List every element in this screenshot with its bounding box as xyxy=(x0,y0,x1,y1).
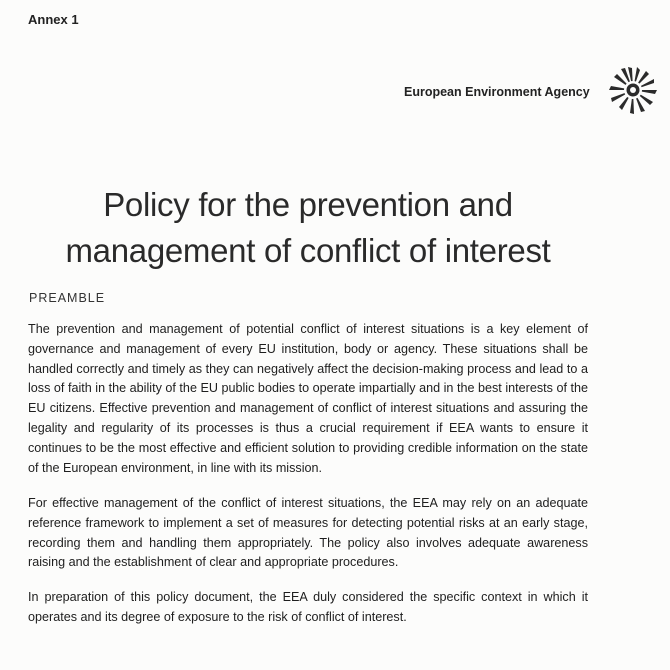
paragraph-1: The prevention and management of potential conflict of interest situations is a key element of governance and management of every EU institution, body or agency. These situations shall be handled correctly and timely as they can negatively affect the decision-making process and lead to a loss of faith in the ability of the EU public bodies to operate impartially and in the best interests of the EU citizens. Effective prevention and management of conflict of interest situations and assuring the legality and regularity of its processes is thus a crucial requirement if EEA wants to ensure it continues to be the most effective and efficient solution to providing credible information on the state of the European environment, in line with its mission. xyxy=(28,322,588,475)
agency-name: European Environment Agency xyxy=(404,85,590,99)
annex-label: Annex 1 xyxy=(28,12,79,27)
eea-sunburst-logo-icon xyxy=(606,63,660,117)
title-line-2: management of conflict of interest xyxy=(65,232,551,270)
title-line-1: Policy for the prevention and xyxy=(103,186,513,224)
document-title xyxy=(0,182,616,274)
paragraph-3: In preparation of this policy document, the EEA duly considered the specific context in which it operates and its degree of exposure to the risk of conflict of interest. xyxy=(28,590,588,624)
paragraph-2: For effective management of the conflict of interest situations, the EEA may rely on an adequate reference framework to implement a set of measures for detecting potential risks at an early stage, recording them and handling them appropriately. The policy also involves adequate awareness raising and the establishment of clear and appropriate procedures. xyxy=(28,496,588,570)
section-heading-preamble: PREAMBLE xyxy=(29,291,106,305)
